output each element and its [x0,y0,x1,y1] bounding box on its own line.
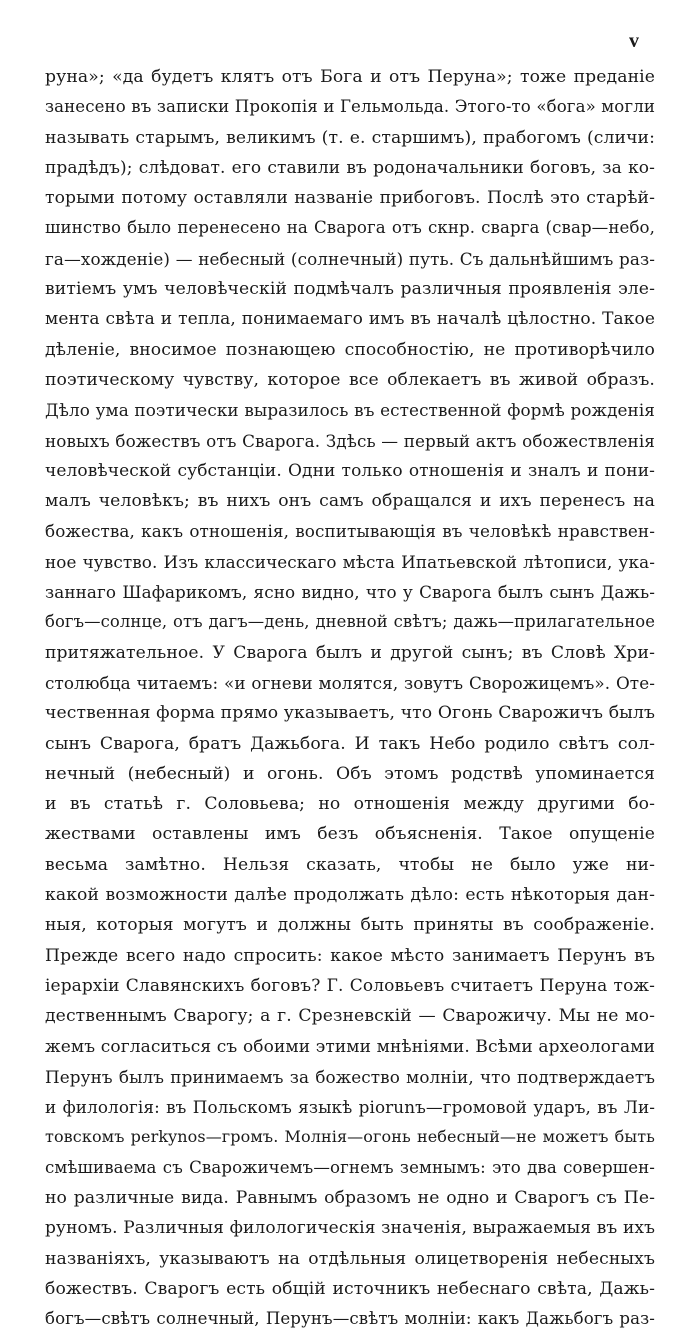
text-line: чественная форма прямо указываетъ, что Огонь Сварожичъ былъ [45,703,655,724]
text-line: столюбца читаемъ: «и огневи молятся, зовутъ Сворожицемъ». Оте- [45,672,655,693]
text-line: ное чувство. Изъ классическаго мѣста Ипатьевской лѣтописи, ука- [45,551,655,572]
text-line: ныя, которыя могутъ и должны быть приняты въ соображеніе. [45,915,655,936]
text-line: и филологія: въ Польскомъ языкѣ piorunъ—громовой ударъ, въ Ли- [45,1097,655,1118]
text-line: га—хожденіе) — небесный (солнечный) путь. Съ дальнѣйшимъ раз- [45,248,655,269]
text-line: дественнымъ Сварогу; а г. Срезневскій — Сварожичу. Мы не мо- [45,1006,655,1027]
text-line: какой возможности далѣе продолжать дѣло: есть нѣкоторыя дан- [45,885,655,906]
text-line: новыхъ божествъ отъ Сварога. Здѣсь — первый актъ обожествленія [45,430,655,451]
text-line: руномъ. Различныя филологическія значенія, выражаемыя въ ихъ [45,1218,655,1239]
text-line: мента свѣта и тепла, понимаемаго имъ въ началѣ цѣлостно. Такое [45,309,655,330]
text-line: шинство было перенесено на Сварога отъ скнр. сварга (свар—небо, [45,218,655,238]
text-line: жемъ согласиться съ обоими этими мнѣніями. Всѣми археологами [45,1036,655,1057]
text-line: дѣленіе, вносимое познающею способностію, не противорѣчило [45,339,655,360]
text-line: Дѣло ума поэтически выразилось въ естественной формѣ рожденія [45,400,655,421]
page-number: v [629,30,639,52]
text-line: торыми потому оставляли названіе прибоговъ. Послѣ это старѣй- [45,188,655,209]
text-line: смѣшиваема съ Сварожичемъ—огнемъ земнымъ: это два совершен- [45,1157,655,1177]
text-line: малъ человѣкъ; въ нихъ онъ самъ обращался и ихъ перенесъ на [45,491,655,512]
text-line: и въ статьѣ г. Соловьева; но отношенія между другими бо- [45,794,655,815]
text-line: витіемъ умъ человѣческій подмѣчалъ различныя проявленія эле- [45,279,655,300]
text-line: занесено въ записки Прокопія и Гельмольда. Этого-то «бога» могли [45,97,655,117]
text-line: руна»; «да будетъ клятъ отъ Бога и отъ Перуна»; тоже преданіе [45,67,655,87]
text-line: товскомъ perkynos—громъ. Молнія—огонь небесный—не можетъ быть [45,1127,655,1147]
text-line: богъ—свѣтъ солнечный, Перунъ—свѣтъ молніи: какъ Дажьбогъ раз- [45,1309,655,1329]
text-line: Прежде всего надо спросить: какое мѣсто занимаетъ Перунъ въ [45,945,655,966]
text-line: притяжательное. У Сварога былъ и другой сынъ; въ Словѣ Хри- [45,642,655,663]
text-line: богъ—солнце, отъ дагъ—день, дневной свѣтъ; дажь—прилагательное [45,612,655,632]
text-line: названіяхъ, указываютъ на отдѣльныя олицетворенія небесныхъ [45,1248,655,1269]
text-line: божествъ. Сварогъ есть общій источникъ небеснаго свѣта, Дажь- [45,1278,655,1299]
text-line: божества, какъ отношенія, воспитывающія въ человѣкѣ нравствен- [45,521,655,542]
text-line: человѣческой субстанціи. Одни только отношенія и зналъ и пони- [45,460,655,481]
text-line: весьма замѣтно. Нельзя сказать, чтобы не было уже ни- [45,854,655,875]
text-line: сынъ Сварога, братъ Дажьбога. И такъ Небо родило свѣтъ сол- [45,733,655,754]
text-line: прадѣдъ); слѣдоват. его ставили въ родоначальники боговъ, за ко- [45,157,655,178]
body-text [45,62,655,1334]
text-line: іерархіи Славянскихъ боговъ? Г. Соловьевъ считаетъ Перуна тож- [45,975,655,996]
text-line: нечный (небесный) и огонь. Объ этомъ родствѣ упоминается [45,763,655,784]
text-line: называть старымъ, великимъ (т. е. старшимъ), прабогомъ (сличи: [45,127,655,148]
text-line: заннаго Шафарикомъ, ясно видно, что у Сварога былъ сынъ Дажь- [45,582,655,603]
text-line: но различные вида. Равнымъ образомъ не одно и Сварогъ съ Пе- [45,1187,655,1208]
text-line: жествами оставлены имъ безъ объясненія. Такое опущеніе [45,824,655,845]
text-line: Перунъ былъ принимаемъ за божество молніи, что подтверждаетъ [45,1066,655,1087]
text-line: поэтическому чувству, которое все облекаетъ въ живой образъ. [45,369,655,390]
